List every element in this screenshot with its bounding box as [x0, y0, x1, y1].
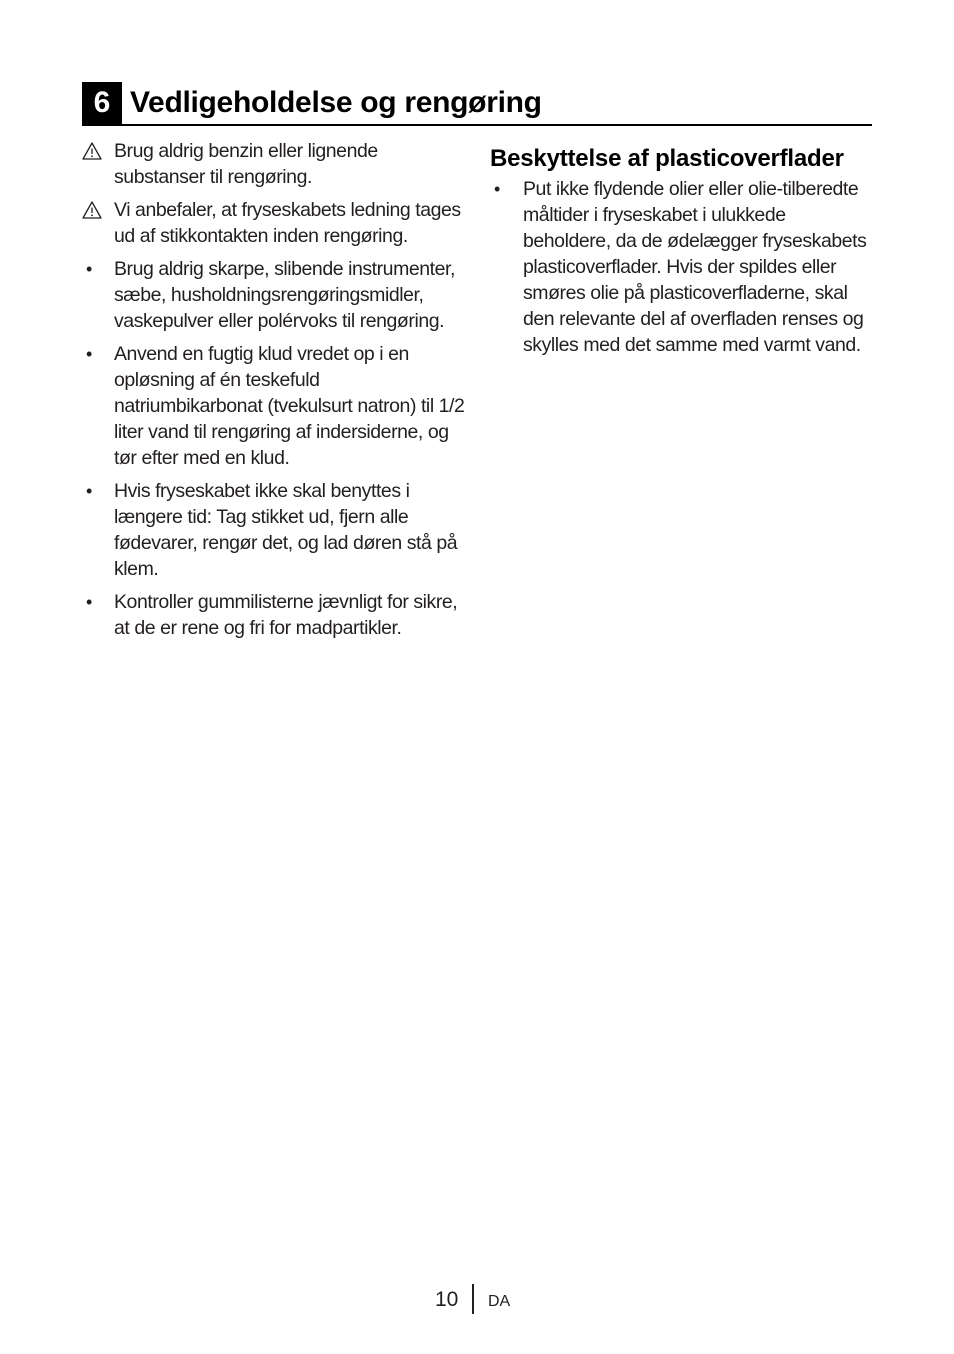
item-text: Hvis fryseskabet ikke skal benyttes i længere tid: Tag stikket ud, fjern alle fødevarer, rengør det, og lad døren stå på klem. — [114, 480, 458, 580]
item-text: Vi anbefaler, at fryseskabets ledning tages ud af stikkontakten inden rengøring. — [114, 199, 461, 247]
right-column — [490, 138, 870, 365]
footer-divider — [472, 1284, 474, 1314]
item-text: Kontroller gummilisterne jævnligt for sikre, at de er rene og fri for madpartikler. — [114, 591, 458, 639]
bullet-marker: • — [86, 344, 92, 364]
chapter-header — [82, 82, 872, 126]
chapter-title: Vedligeholdelse og rengøring — [130, 86, 542, 119]
page-footer — [0, 1284, 954, 1316]
warning-item — [82, 138, 467, 190]
page-number: 10 — [435, 1288, 459, 1311]
list-item — [82, 478, 467, 582]
warning-icon — [82, 197, 104, 223]
list-item — [82, 341, 467, 471]
list-item — [490, 176, 870, 358]
item-text: Put ikke flydende olier eller olie-tilberedte måltider i fryseskabet i ulukkede beholdere, da de ødelægger fryseskabets plasticoverflader. Hvis der spildes eller smøres olie på plasticoverfladerne, skal den relevante del af overfladen renses og skylles med det samme med varmt vand. — [523, 178, 867, 356]
item-text: Brug aldrig skarpe, slibende instrumenter, sæbe, husholdningsrengøringsmidler, vaskepulver eller polérvoks til rengøring. — [114, 258, 455, 332]
list-item — [82, 256, 467, 334]
list-item — [82, 589, 467, 641]
bullet-marker: • — [86, 481, 92, 501]
bullet-marker: • — [494, 179, 500, 199]
left-column — [82, 138, 467, 648]
item-text: Anvend en fugtig klud vredet op i en opløsning af én teskefuld natriumbikarbonat (tvekulsurt natron) til 1/2 liter vand til rengøring af indersiderne, og tør efter med en klud. — [114, 343, 465, 469]
warning-item — [82, 197, 467, 249]
warning-icon — [82, 138, 104, 164]
language-code: DA — [488, 1293, 511, 1310]
bullet-marker: • — [86, 592, 92, 612]
section-subtitle: Beskyttelse af plasticoverflader — [490, 145, 844, 172]
bullet-marker: • — [86, 259, 92, 279]
item-text: Brug aldrig benzin eller lignende substanser til rengøring. — [114, 140, 378, 188]
chapter-number-badge: 6 — [82, 82, 122, 124]
